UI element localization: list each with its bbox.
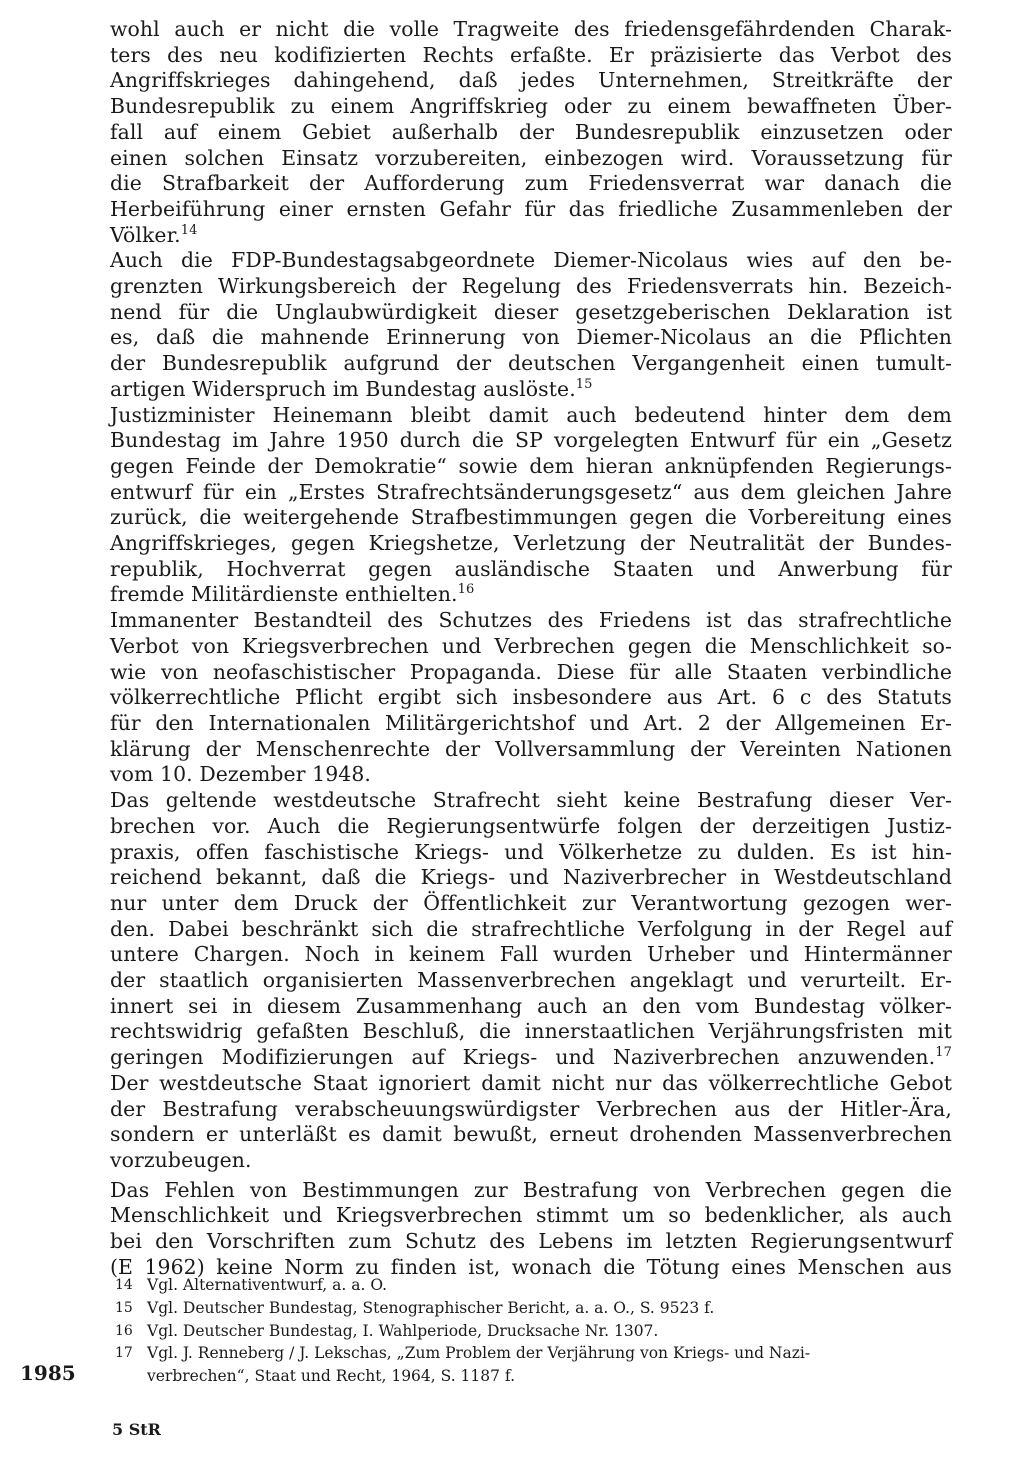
text-line: (E 1962) keine Norm zu finden ist, wonach die Tötung eines Menschen aus: [110, 1254, 952, 1279]
text-line: wohl auch er nicht die volle Tragweite des friedensgefährdenden Charak-: [110, 17, 952, 41]
text-line: Auch die FDP-Bundestagsabgeordnete Diemer-Nicolaus wies auf den be-: [110, 248, 952, 273]
text-line: wie von neofaschistischer Propaganda. Diese für alle Staaten verbindliche: [110, 659, 952, 684]
text-line: grenzten Wirkungsbereich der Regelung des Friedensverrats hin. Bezeich-: [110, 274, 952, 299]
text-line: den. Dabei beschränkt sich die strafrechtliche Verfolgung in der Regel auf: [110, 916, 952, 941]
text-line: Angriffskrieges dahingehend, daß jedes Unternehmen, Streitkräfte der: [110, 68, 952, 93]
text-line: Verbot von Kriegsverbrechen und Verbrechen gegen die Menschlichkeit so-: [110, 633, 952, 658]
text-line: brechen vor. Auch die Regierungsentwürfe folgen der derzeitigen Justiz-: [110, 813, 952, 838]
text-line: reichend bekannt, daß die Kriegs- und Naziverbrecher in Westdeutschland: [110, 865, 952, 890]
text-line: [110, 1045, 952, 1071]
footnote-number: 17: [115, 1345, 133, 1362]
paragraph: [110, 1071, 952, 1174]
text-line: der staatlich organisierten Massenverbrechen angeklagt und verurteilt. Er-: [110, 968, 952, 993]
text-line: sondern er unterläßt es damit bewußt, erneut drohenden Massenverbrechen: [110, 1122, 952, 1147]
text-line: zurück, die weitergehende Strafbestimmungen gegen die Vorbereitung eines: [110, 505, 952, 530]
text-fragment: fremde Militärdienste enthielten.: [110, 582, 458, 607]
text-line: nend für die Unglaubwürdigkeit dieser gesetzgeberischen Deklaration ist: [110, 299, 952, 324]
text-line: ters des neu kodifizierten Rechts erfaßte. Er präzisierte das Verbot des: [110, 42, 952, 67]
text-line: untere Chargen. Noch in keinem Fall wurden Urheber und Hintermänner: [110, 942, 952, 967]
text-line: Der westdeutsche Staat ignoriert damit nicht nur das völkerrechtliche Gebot: [110, 1070, 952, 1095]
text-line: für den Internationalen Militärgerichtshof und Art. 2 der Allgemeinen Er-: [110, 710, 952, 735]
text-line: die Strafbarkeit der Aufforderung zum Friedensverrat war danach die: [110, 171, 952, 196]
text-line: praxis, offen faschistische Kriegs- und Völkerhetze zu dulden. Es ist hin-: [110, 839, 952, 864]
text-line: Das geltende westdeutsche Strafrecht sieht keine Bestrafung dieser Ver-: [110, 788, 952, 813]
text-line: nur unter dem Druck der Öffentlichkeit zur Verantwortung gezogen wer-: [110, 890, 952, 915]
text-line: Immanenter Bestandteil des Schutzes des Friedens ist das strafrechtliche: [110, 608, 952, 633]
text-line: bei den Vorschriften zum Schutz des Lebens im letzten Regierungsentwurf: [110, 1229, 952, 1254]
footnote-reference[interactable]: 16: [457, 582, 475, 598]
footnote-reference[interactable]: 17: [935, 1045, 952, 1061]
text-line: entwurf für ein „Erstes Strafrechtsänderungsgesetz“ aus dem gleichen Jahre: [110, 479, 952, 504]
text-line: der Bestrafung verabscheuungswürdigster Verbrechen aus der Hitler-Ära,: [110, 1096, 952, 1121]
footnote: [115, 1274, 950, 1297]
footnote-number: 14: [115, 1277, 133, 1293]
text-line: [110, 377, 952, 403]
text-line: Justizminister Heinemann bleibt damit auch bedeutend hinter dem dem: [110, 402, 952, 427]
text-line: Bundestag im Jahre 1950 durch die SP vorgelegten Entwurf für ein „Gesetz: [110, 428, 952, 453]
footnote-text: Vgl. Alternativentwurf, a. a. O.: [147, 1276, 388, 1294]
text-line: republik, Hochverrat gegen ausländische Staaten und Anwerbung für: [110, 556, 952, 581]
text-line: gegen Feinde der Demokratie“ sowie dem hieran anknüpfenden Regierungs-: [110, 453, 952, 478]
paragraph: [110, 608, 952, 788]
text-line: Menschlichkeit und Kriegsverbrechen stimmt um so bedenklicher, als auch: [110, 1203, 952, 1228]
footnote: [115, 1342, 950, 1388]
text-line: Das Fehlen von Bestimmungen zur Bestrafung von Verbrechen gegen die: [110, 1177, 952, 1202]
text-line: fall auf einem Gebiet außerhalb der Bundesrepublik einzusetzen oder: [110, 119, 952, 144]
footnote-text: Vgl. Deutscher Bundestag, Stenographischer Bericht, a. a. O., S. 9523 f.: [147, 1298, 715, 1317]
text-line: es, daß die mahnende Erinnerung von Diemer-Nicolaus an die Pflichten: [110, 325, 952, 350]
footnote-number: 16: [115, 1322, 133, 1339]
margin-year-number: 1985: [20, 1361, 76, 1385]
text-line: einen solchen Einsatz vorzubereiten, einbezogen wird. Voraussetzung für: [110, 145, 952, 170]
paragraph: [110, 1178, 952, 1281]
text-line: der Bundesrepublik aufgrund der deutschen Vergangenheit einen tumult-: [110, 351, 952, 376]
footnotes: [115, 1274, 950, 1388]
paragraph: [110, 403, 952, 609]
paragraph: [110, 788, 952, 1071]
footnote-text: Vgl. J. Renneberg / J. Lekschas, „Zum Problem der Verjährung von Kriegs- und Nazi-: [147, 1344, 811, 1363]
text-fragment: Völker.: [110, 222, 181, 247]
text-line: Angriffskrieges, gegen Kriegshetze, Verletzung der Neutralität der Bundes-: [110, 531, 952, 556]
text-line: Herbeiführung einer ernsten Gefahr für das friedliche Zusammenleben der: [110, 196, 952, 221]
printer-signature: 5 StR: [112, 1420, 161, 1439]
text-line: vorzubeugen.: [110, 1147, 252, 1172]
paragraph: [110, 248, 952, 402]
text-line: innert sei in diesem Zusammenhang auch an den vom Bundestag völker-: [110, 993, 952, 1018]
footnote-text: verbrechen“, Staat und Recht, 1964, S. 1187 f.: [147, 1367, 516, 1386]
text-fragment: geringen Modifizierungen auf Kriegs- und Naziverbrechen anzuwenden.: [110, 1045, 936, 1070]
text-fragment: artigen Widerspruch im Bundestag auslöste.: [110, 376, 576, 401]
text-line: vom 10. Dezember 1948.: [110, 762, 372, 787]
text-line: [110, 582, 952, 608]
paragraph: [110, 17, 952, 248]
text-line: [110, 223, 952, 249]
text-line: Bundesrepublik zu einem Angriffskrieg oder zu einem bewaffneten Über-: [110, 94, 952, 119]
footnote: [115, 1297, 950, 1320]
footnote-number: 15: [115, 1299, 133, 1316]
text-line: rechtswidrig gefaßten Beschluß, die innerstaatlichen Verjährungsfristen mit: [110, 1019, 952, 1044]
footnote-text: Vgl. Deutscher Bundestag, I. Wahlperiode, Drucksache Nr. 1307.: [147, 1321, 659, 1340]
footnote-reference[interactable]: 15: [575, 377, 593, 393]
body-text: [110, 17, 952, 1280]
text-line: klärung der Menschenrechte der Vollversammlung der Vereinten Nationen: [110, 736, 952, 761]
footnote: [115, 1320, 950, 1343]
text-line: völkerrechtliche Pflicht ergibt sich insbesondere aus Art. 6 c des Statuts: [110, 685, 952, 710]
footnote-reference[interactable]: 14: [180, 222, 198, 238]
